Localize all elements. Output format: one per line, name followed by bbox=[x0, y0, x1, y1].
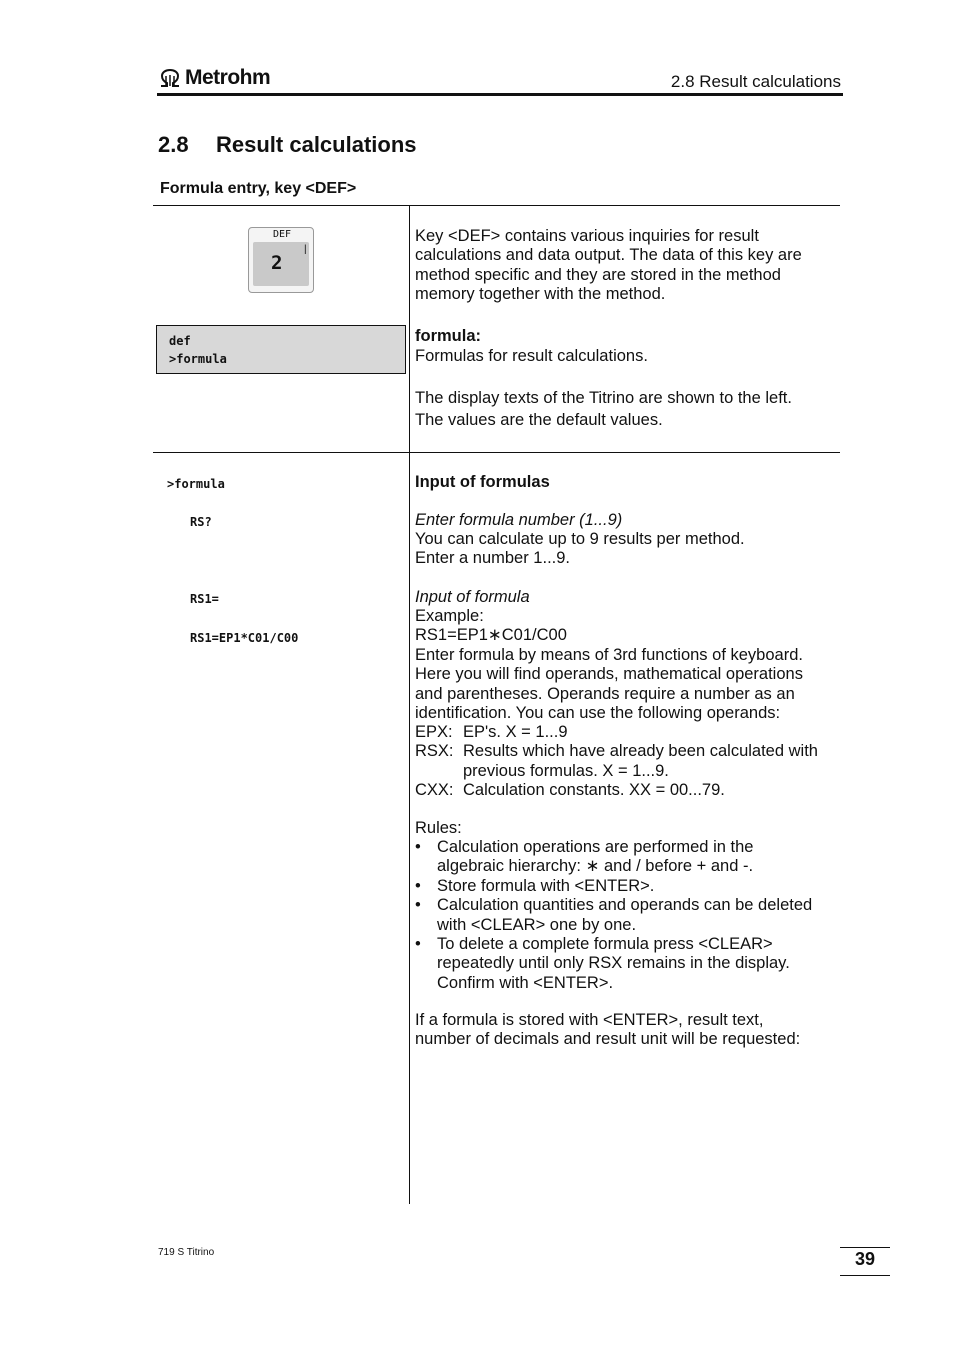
input-formula-title: Input of formula bbox=[415, 588, 530, 606]
text-line: Here you will find operands, mathematical operations bbox=[415, 665, 803, 684]
text-line: number of decimals and result unit will be requested: bbox=[415, 1030, 801, 1049]
display-rs1: RS1= bbox=[190, 592, 219, 606]
operand-row bbox=[415, 723, 840, 742]
rules-title: Rules: bbox=[415, 819, 462, 837]
section-title-text: Result calculations bbox=[216, 132, 417, 157]
section-number: 2.8 bbox=[158, 132, 189, 157]
metrohm-logo bbox=[158, 66, 270, 90]
def-key-icon bbox=[248, 227, 314, 293]
text-line: Enter a number 1...9. bbox=[415, 549, 571, 568]
section-subtitle: Formula entry, key <DEF> bbox=[160, 180, 357, 197]
key-tick-mark: | bbox=[304, 244, 307, 255]
page-number-rule-bottom bbox=[840, 1275, 890, 1276]
text-line: method specific and they are stored in the method bbox=[415, 265, 781, 284]
bullet-icon: • bbox=[415, 935, 421, 954]
input-formulas-heading: Input of formulas bbox=[415, 473, 550, 491]
display-rs1-example: RS1=EP1*C01/C00 bbox=[190, 631, 299, 645]
text-line: Enter formula by means of 3rd functions of keyboard. bbox=[415, 645, 803, 664]
bullet-icon: • bbox=[415, 896, 421, 915]
running-header: 2.8 Result calculations bbox=[670, 72, 841, 91]
rule-item bbox=[415, 838, 840, 877]
intro-paragraph bbox=[415, 227, 802, 305]
text-line: calculations and data output. The data of this key are bbox=[415, 246, 802, 265]
text-line: identification. You can use the following operands: bbox=[415, 704, 781, 723]
bullet-icon: • bbox=[415, 876, 421, 895]
note-default-values: The values are the default values. bbox=[415, 411, 663, 429]
text-line: To delete a complete formula press <CLEAR> bbox=[437, 935, 773, 954]
text-line: You can calculate up to 9 results per method. bbox=[415, 530, 745, 548]
operand-row bbox=[415, 781, 840, 800]
table-top-rule bbox=[153, 205, 840, 206]
rules-list bbox=[415, 838, 840, 993]
text-line: Store formula with <ENTER>. bbox=[437, 876, 655, 895]
operand-desc: EP's. X = 1...9 bbox=[463, 723, 568, 741]
section-title bbox=[158, 132, 417, 158]
text-line: memory together with the method. bbox=[415, 285, 666, 304]
footer-product: 719 S Titrino bbox=[158, 1247, 215, 1258]
display-box bbox=[156, 325, 406, 374]
header-rule bbox=[157, 93, 843, 96]
text-line: algebraic hierarchy: ∗ and / before + and -. bbox=[437, 857, 754, 876]
text-line: Confirm with <ENTER>. bbox=[437, 973, 614, 992]
enter-number-title: Enter formula number (1...9) bbox=[415, 511, 623, 529]
table-mid-rule bbox=[153, 452, 840, 453]
formula-description: Formulas for result calculations. bbox=[415, 347, 648, 365]
display-line: >formula bbox=[169, 352, 227, 366]
table-column-divider bbox=[409, 205, 410, 1204]
operand-desc: Calculation constants. XX = 00...79. bbox=[463, 781, 725, 800]
operand-code: CXX: bbox=[415, 781, 454, 800]
enter-number-text bbox=[415, 530, 745, 569]
operand-list bbox=[415, 723, 840, 801]
display-formula: >formula bbox=[167, 477, 225, 491]
display-line: def bbox=[169, 334, 191, 348]
page-number: 39 bbox=[854, 1249, 876, 1269]
operand-code bbox=[415, 762, 463, 781]
input-formula-text bbox=[415, 607, 803, 723]
formula-heading: formula: bbox=[415, 327, 481, 345]
text-line: Calculation operations are performed in the bbox=[437, 838, 754, 856]
text-line: RS1=EP1∗C01/C00 bbox=[415, 626, 567, 645]
text-line: Key <DEF> contains various inquiries for result bbox=[415, 227, 759, 245]
omega-logo-icon bbox=[158, 69, 182, 87]
bullet-icon: • bbox=[415, 838, 421, 856]
key-label: DEF bbox=[273, 229, 292, 240]
text-line: Example: bbox=[415, 607, 484, 625]
operand-desc: Results which have already been calculated with bbox=[463, 742, 818, 761]
text-line: Calculation quantities and operands can be deleted bbox=[437, 896, 813, 915]
text-line: If a formula is stored with <ENTER>, result text, bbox=[415, 1011, 764, 1029]
closing-paragraph bbox=[415, 1011, 800, 1050]
rule-item bbox=[415, 896, 840, 935]
key-digit: 2 bbox=[271, 252, 283, 274]
display-rs-query: RS? bbox=[190, 515, 212, 529]
operand-code: EPX: bbox=[415, 723, 453, 741]
rule-item bbox=[415, 877, 840, 896]
logo-text: Metrohm bbox=[185, 66, 271, 89]
operand-code: RSX: bbox=[415, 742, 454, 761]
operand-desc: previous formulas. X = 1...9. bbox=[463, 761, 669, 780]
text-line: and parentheses. Operands require a number as an bbox=[415, 684, 795, 703]
note-display-texts: The display texts of the Titrino are shown to the left. bbox=[415, 389, 792, 407]
text-line: repeatedly until only RSX remains in the display. bbox=[437, 954, 790, 973]
text-line: with <CLEAR> one by one. bbox=[437, 915, 637, 934]
operand-row bbox=[415, 762, 840, 781]
page-number-rule-top bbox=[840, 1247, 890, 1248]
operand-row bbox=[415, 742, 840, 761]
rule-item bbox=[415, 935, 840, 993]
